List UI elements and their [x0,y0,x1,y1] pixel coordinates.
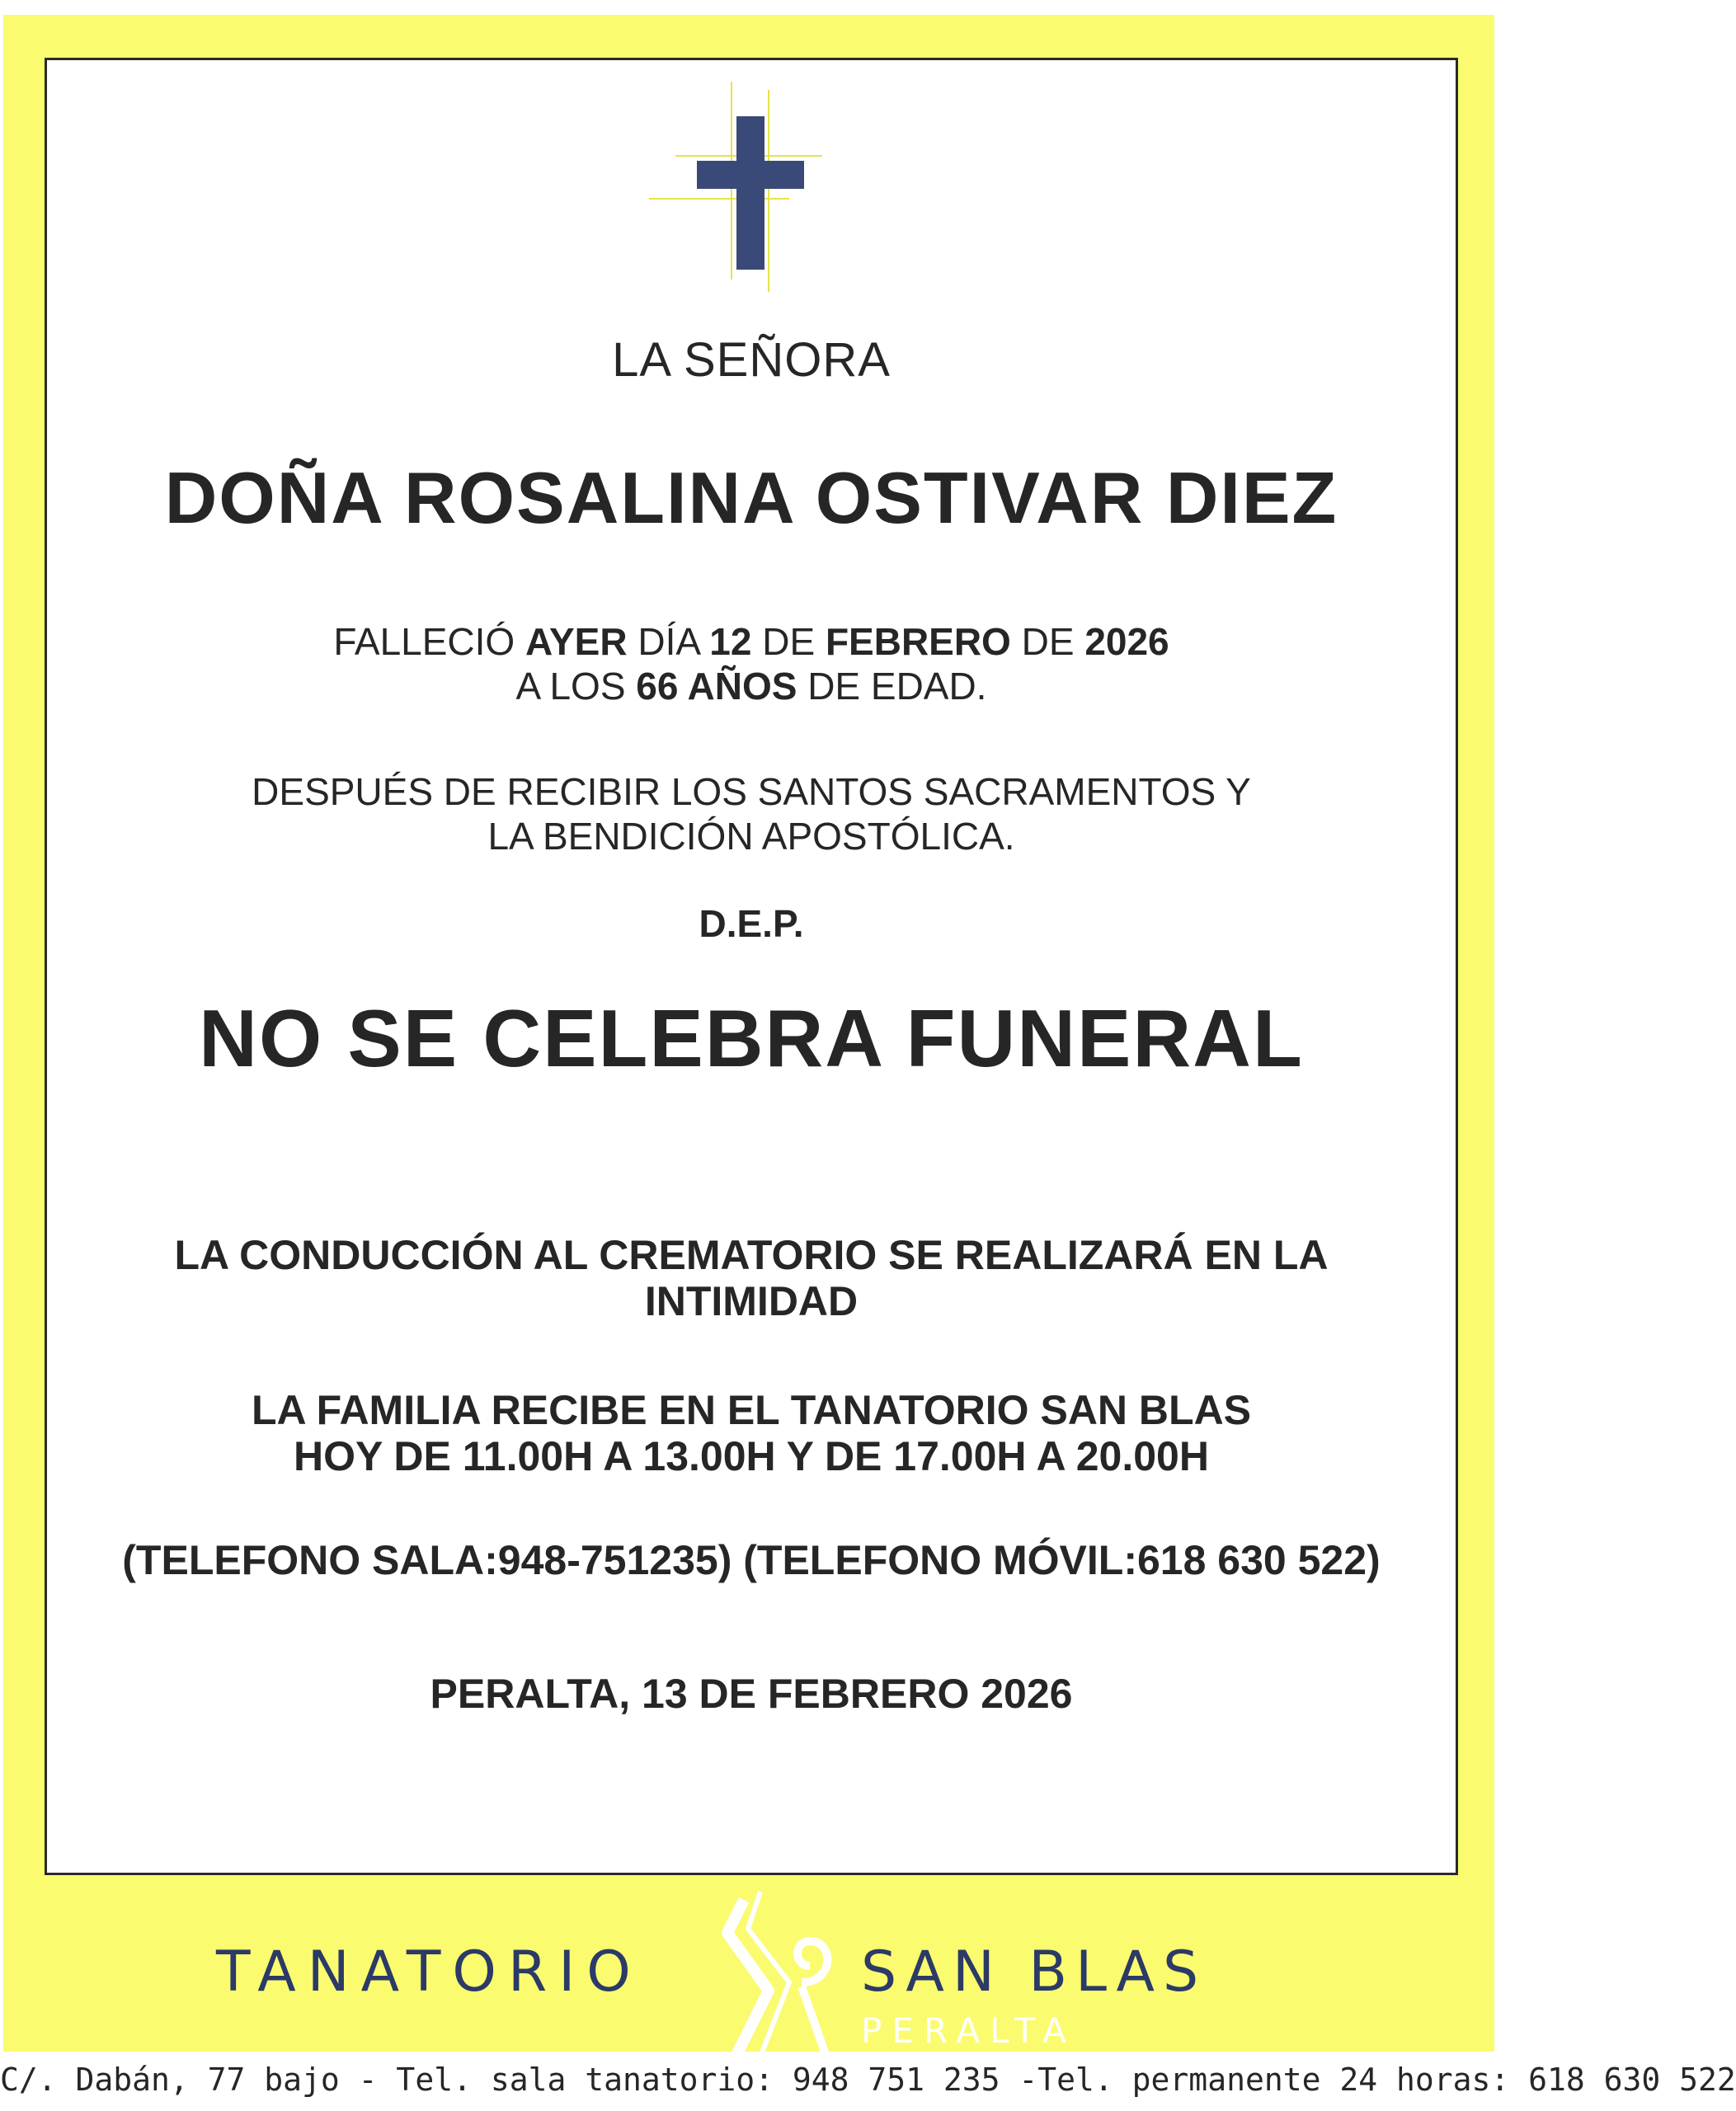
text-ayer: AYER [525,620,628,663]
rip-text: D.E.P. [699,902,804,945]
phone-numbers: (TELEFONO SALA:948-751235) (TELEFONO MÓVIL:618 630 522) [122,1537,1381,1583]
brand-san-blas: SAN BLAS [861,1939,1207,2005]
yellow-sheet [3,15,1494,2052]
text-year: 2026 [1084,620,1169,663]
place-and-date: PERALTA, 13 DE FEBRERO 2026 [430,1671,1073,1717]
footer-address: C/. Dabán, 77 bajo - Tel. sala tanatorio: 948 751 235 -Tel. permanente 24 horas: 618 630 522 [0,2062,1736,2098]
obituary-notice [45,58,1458,1875]
sacraments-line-2: LA BENDICIÓN APOSTÓLICA. [487,815,1015,858]
text-fallecio: FALLECIÓ [333,620,525,663]
cross-icon [649,82,847,296]
brand-peralta: PERALTA [861,2010,1076,2051]
age-line [47,664,1456,708]
text-day-number: 12 [709,620,752,663]
text-dia: DÍA [627,620,710,663]
text-de-edad: DE EDAD. [797,665,987,708]
text-a-los: A LOS [515,665,637,708]
conduction-line-1: LA CONDUCCIÓN AL CREMATORIO SE REALIZARÁ EN LA [174,1232,1329,1278]
text-de-2: DE [1010,620,1085,663]
deceased-name: DOÑA ROSALINA OSTIVAR DIEZ [164,457,1338,538]
no-funeral-heading: NO SE CELEBRA FUNERAL [199,993,1304,1084]
title-senora: LA SEÑORA [612,333,891,387]
death-date-line [47,619,1456,664]
family-line-2: HOY DE 11.00H A 13.00H Y DE 17.00H A 20.00H [294,1433,1209,1479]
text-age: 66 AÑOS [636,665,797,708]
text-month: FEBRERO [825,620,1011,663]
text-de-1: DE [751,620,826,663]
sacraments-line-1: DESPUÉS DE RECIBIR LOS SANTOS SACRAMENTOS Y [252,770,1251,813]
brand-tanatorio: TANATORIO [216,1939,642,2005]
conduction-line-2: INTIMIDAD [644,1278,859,1324]
family-line-1: LA FAMILIA RECIBE EN EL TANATORIO SAN BLAS [251,1387,1252,1433]
bishop-crozier-icon [711,1883,851,2065]
